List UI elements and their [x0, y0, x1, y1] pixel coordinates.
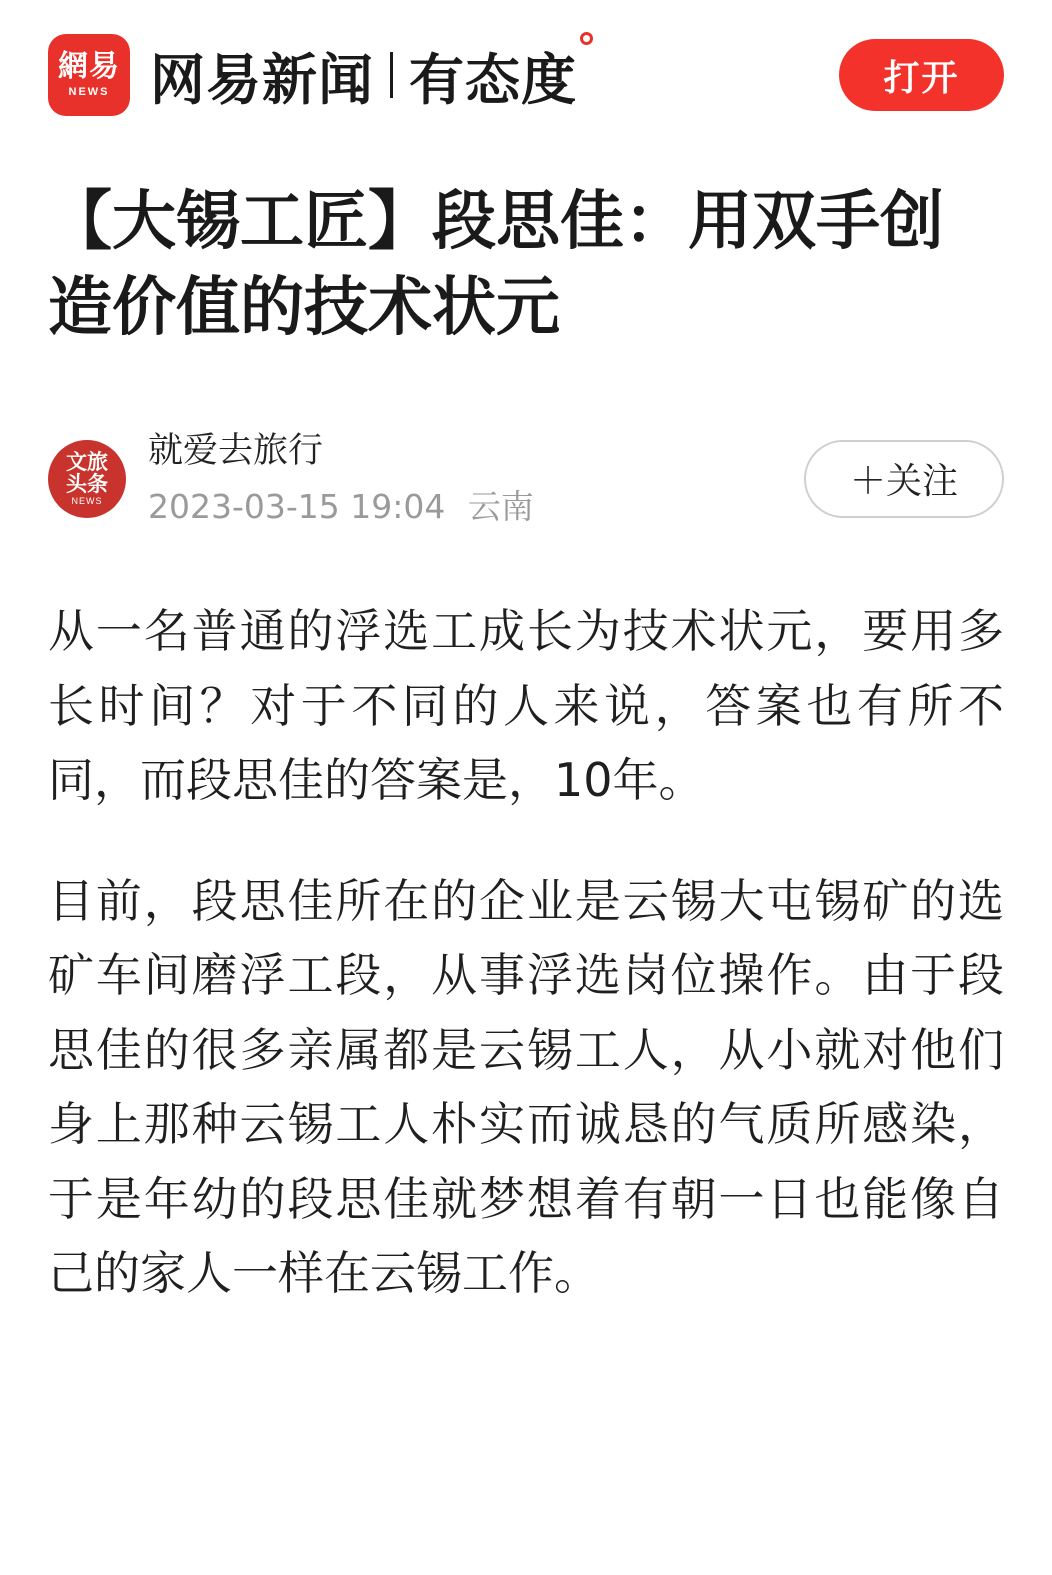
brand-slogan-text: 有态度	[409, 47, 578, 112]
avatar-line3: NEWS	[71, 496, 103, 507]
avatar-line1: 文旅	[66, 450, 108, 475]
article-paragraph: 从一名普通的浮选工成长为技术状元，要用多长时间？对于不同的人来说，答案也有所不同，而段思佳的答案是，10年。	[48, 604, 1004, 808]
open-app-button[interactable]: 打开	[839, 39, 1004, 111]
logo-en-text: NEWS	[68, 86, 110, 98]
page-title: 【大锡工匠】段思佳：用双手创造价值的技术状元	[48, 185, 944, 345]
logo-cn-text: 網易	[58, 49, 120, 84]
brand-text	[150, 36, 577, 115]
author-name[interactable]: 就爱去旅行	[148, 430, 324, 471]
brand-slogan	[409, 36, 577, 115]
avatar-line2: 头条	[66, 472, 108, 497]
byline	[48, 430, 1004, 529]
publish-datetime: 2023-03-15 19:04	[148, 487, 446, 527]
follow-button[interactable]: ＋关注	[804, 440, 1004, 518]
byline-texts	[148, 430, 804, 529]
avatar[interactable]	[48, 440, 126, 518]
top-bar	[0, 0, 1052, 128]
publish-region: 云南	[467, 487, 534, 527]
degree-dot-icon	[580, 32, 593, 45]
article-meta	[148, 481, 804, 528]
brand-name: 网易新闻	[150, 47, 375, 112]
brand-divider-icon	[390, 52, 393, 98]
netease-logo-icon[interactable]	[48, 34, 130, 116]
article-paragraph: 目前，段思佳所在的企业是云锡大屯锡矿的选矿车间磨浮工段，从事浮选岗位操作。由于段思佳的很多亲属都是云锡工人，从小就对他们身上那种云锡工人朴实而诚恳的气质所感染，于是年幼的段思佳就梦想着有朝一日也能像自己的家人一样在云锡工作。	[48, 873, 1004, 1301]
article-body	[48, 594, 1004, 1311]
brand-area[interactable]	[48, 34, 839, 116]
